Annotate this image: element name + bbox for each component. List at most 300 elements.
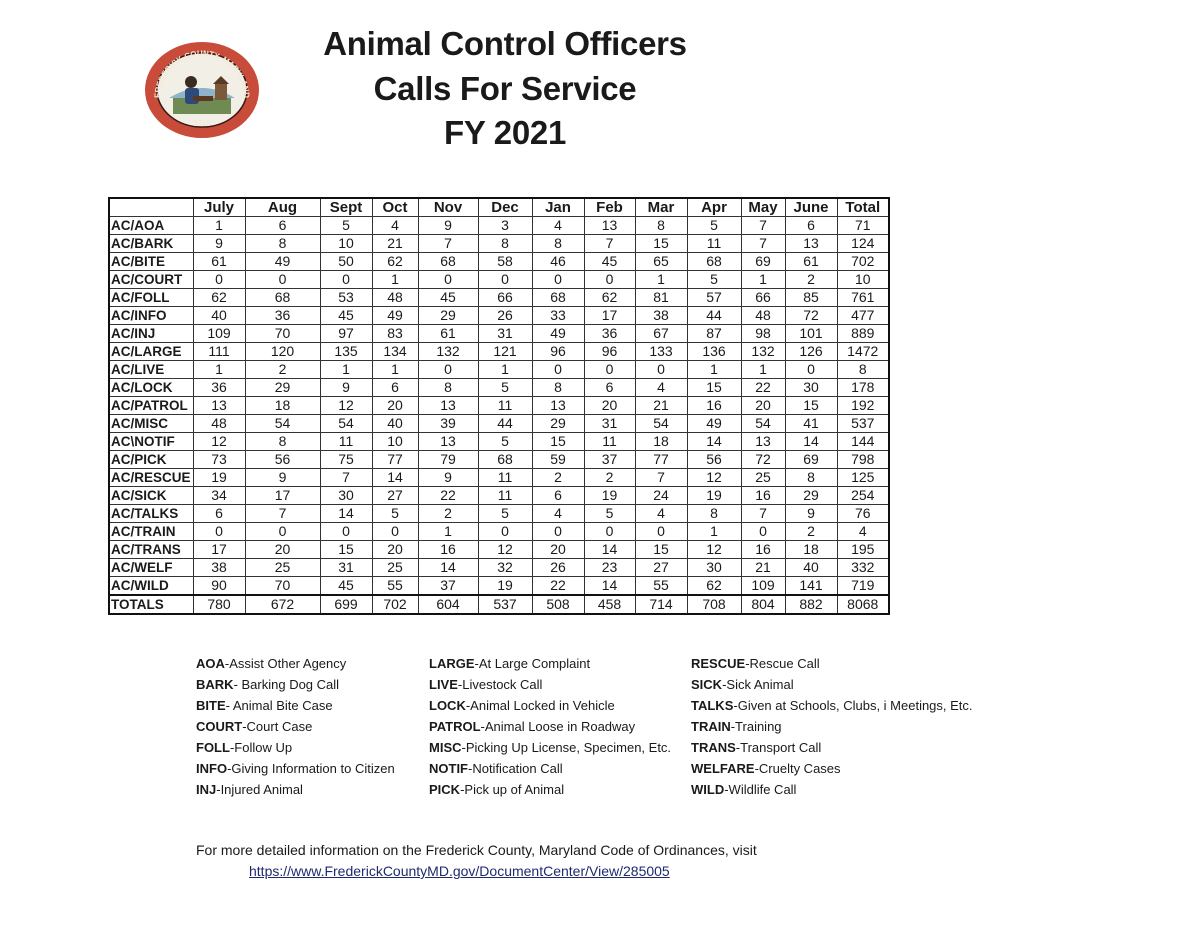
table-cell: 2: [418, 505, 478, 523]
column-header: Apr: [687, 198, 741, 217]
table-cell: 27: [372, 487, 418, 505]
table-cell: 0: [584, 361, 635, 379]
table-cell: 9: [785, 505, 837, 523]
table-cell: 71: [837, 217, 889, 235]
legend-code: MISC: [429, 740, 462, 755]
table-row: [109, 577, 889, 596]
legend-code: LOCK: [429, 698, 466, 713]
table-cell: 10: [837, 271, 889, 289]
table-cell: 21: [635, 397, 687, 415]
table-row: [109, 289, 889, 307]
table-cell: 5: [687, 271, 741, 289]
table-cell: 0: [418, 271, 478, 289]
table-cell: 33: [532, 307, 584, 325]
legend-code: TALKS: [691, 698, 734, 713]
table-cell: 121: [478, 343, 532, 361]
legend-code: BARK: [196, 677, 234, 692]
legend-description: -Rescue Call: [745, 656, 820, 671]
legend-description: -Livestock Call: [457, 677, 543, 692]
table-cell: 44: [478, 415, 532, 433]
table-cell: 708: [687, 595, 741, 614]
table-cell: 477: [837, 307, 889, 325]
table-cell: 8: [245, 433, 320, 451]
legend-code: TRANS: [691, 740, 736, 755]
legend-code: FOLL: [196, 740, 230, 755]
legend-description: -Assist Other Agency: [224, 656, 347, 671]
table-cell: 7: [320, 469, 372, 487]
table-cell: 0: [532, 523, 584, 541]
table-cell: 0: [372, 523, 418, 541]
table-cell: 9: [245, 469, 320, 487]
table-row: [109, 253, 889, 271]
table-cell: 62: [687, 577, 741, 596]
table-cell: 40: [193, 307, 245, 325]
table-cell: 14: [418, 559, 478, 577]
table-cell: 6: [584, 379, 635, 397]
table-cell: 13: [584, 217, 635, 235]
table-cell: 8: [418, 379, 478, 397]
table-row: [109, 559, 889, 577]
table-cell: 537: [478, 595, 532, 614]
table-cell: 19: [584, 487, 635, 505]
table-cell: 44: [687, 307, 741, 325]
table-cell: 29: [785, 487, 837, 505]
table-cell: 889: [837, 325, 889, 343]
table-row: [109, 469, 889, 487]
table-cell: 62: [193, 289, 245, 307]
calls-table: [108, 197, 890, 615]
table-row: [109, 433, 889, 451]
table-cell: 0: [584, 271, 635, 289]
table-row: [109, 343, 889, 361]
table-cell: 12: [478, 541, 532, 559]
table-cell: 0: [320, 271, 372, 289]
table-cell: 96: [584, 343, 635, 361]
table-cell: 1: [418, 523, 478, 541]
table-cell: 15: [635, 235, 687, 253]
table-cell: 61: [418, 325, 478, 343]
table-cell: 0: [418, 361, 478, 379]
row-label: TOTALS: [109, 595, 193, 614]
table-cell: 7: [741, 235, 785, 253]
table-cell: 9: [418, 217, 478, 235]
table-cell: 7: [245, 505, 320, 523]
legend-description: -Follow Up: [229, 740, 293, 755]
table-cell: 18: [245, 397, 320, 415]
table-cell: 11: [478, 469, 532, 487]
legend-description: -Given at Schools, Clubs, i Meetings, Etc.: [733, 698, 973, 713]
table-cell: 7: [741, 217, 785, 235]
page-title-line-1: Animal Control Officers: [323, 25, 687, 62]
table-cell: 30: [785, 379, 837, 397]
table-cell: 49: [245, 253, 320, 271]
table-cell: 68: [532, 289, 584, 307]
table-cell: 32: [478, 559, 532, 577]
table-cell: 19: [193, 469, 245, 487]
table-cell: 25: [372, 559, 418, 577]
legend-item: [691, 716, 973, 737]
table-cell: 25: [245, 559, 320, 577]
row-label: AC/SICK: [109, 487, 193, 505]
table-cell: 4: [532, 505, 584, 523]
legend-column-1: [196, 653, 395, 800]
table-cell: 1472: [837, 343, 889, 361]
table-cell: 20: [372, 397, 418, 415]
table-cell: 6: [372, 379, 418, 397]
table-cell: 22: [418, 487, 478, 505]
table-cell: 0: [478, 523, 532, 541]
table-cell: 14: [372, 469, 418, 487]
table-cell: 24: [635, 487, 687, 505]
table-cell: 72: [741, 451, 785, 469]
table-cell: 25: [741, 469, 785, 487]
table-row: [109, 271, 889, 289]
table-cell: 8: [532, 379, 584, 397]
table-cell: 0: [193, 523, 245, 541]
column-header: May: [741, 198, 785, 217]
table-row: [109, 487, 889, 505]
legend-code: COURT: [196, 719, 243, 734]
legend-code: BITE: [196, 698, 226, 713]
table-cell: 0: [584, 523, 635, 541]
table-cell: 31: [478, 325, 532, 343]
row-label: AC/LIVE: [109, 361, 193, 379]
table-cell: 72: [785, 307, 837, 325]
table-cell: 0: [478, 271, 532, 289]
legend-code: PATROL: [429, 719, 481, 734]
table-cell: 36: [584, 325, 635, 343]
table-cell: 38: [635, 307, 687, 325]
table-cell: 70: [245, 325, 320, 343]
row-label: AC/INJ: [109, 325, 193, 343]
table-cell: 14: [687, 433, 741, 451]
table-row: [109, 361, 889, 379]
legend-description: -Transport Call: [735, 740, 822, 755]
legend-item: [196, 758, 395, 779]
table-cell: 36: [245, 307, 320, 325]
table-cell: 22: [741, 379, 785, 397]
table-cell: 1: [741, 271, 785, 289]
legend-item: [429, 674, 671, 695]
table-cell: 8068: [837, 595, 889, 614]
table-cell: 133: [635, 343, 687, 361]
table-cell: 20: [245, 541, 320, 559]
table-cell: 14: [584, 541, 635, 559]
table-cell: 20: [532, 541, 584, 559]
table-cell: 16: [741, 487, 785, 505]
table-cell: 57: [687, 289, 741, 307]
table-cell: 8: [478, 235, 532, 253]
table-row: [109, 451, 889, 469]
table-row: [109, 595, 889, 614]
ordinance-link[interactable]: https://www.FrederickCountyMD.gov/DocumentCenter/View/285005: [249, 863, 670, 879]
table-cell: 61: [193, 253, 245, 271]
table-cell: 0: [785, 361, 837, 379]
table-cell: 53: [320, 289, 372, 307]
row-label: AC/TRANS: [109, 541, 193, 559]
table-cell: 11: [584, 433, 635, 451]
column-header: Aug: [245, 198, 320, 217]
table-cell: 34: [193, 487, 245, 505]
table-cell: 20: [372, 541, 418, 559]
table-cell: 192: [837, 397, 889, 415]
row-label: AC/TRAIN: [109, 523, 193, 541]
table-cell: 96: [532, 343, 584, 361]
table-cell: 0: [193, 271, 245, 289]
table-row: [109, 235, 889, 253]
table-cell: 20: [741, 397, 785, 415]
legend-item: [691, 653, 973, 674]
table-cell: 2: [584, 469, 635, 487]
table-cell: 29: [532, 415, 584, 433]
table-cell: 55: [372, 577, 418, 596]
table-cell: 7: [584, 235, 635, 253]
row-label: AC/FOLL: [109, 289, 193, 307]
row-label: AC/PATROL: [109, 397, 193, 415]
table-cell: 132: [741, 343, 785, 361]
table-cell: 20: [584, 397, 635, 415]
table-cell: 26: [478, 307, 532, 325]
legend-item: [429, 695, 671, 716]
table-cell: 101: [785, 325, 837, 343]
table-cell: 8: [245, 235, 320, 253]
table-cell: 13: [193, 397, 245, 415]
column-header: June: [785, 198, 837, 217]
legend-item: [429, 737, 671, 758]
table-cell: 111: [193, 343, 245, 361]
table-cell: 54: [320, 415, 372, 433]
table-cell: 83: [372, 325, 418, 343]
table-cell: 882: [785, 595, 837, 614]
table-cell: 16: [418, 541, 478, 559]
row-label: AC\NOTIF: [109, 433, 193, 451]
legend-item: [429, 779, 671, 800]
row-label: AC/TALKS: [109, 505, 193, 523]
table-cell: 1: [478, 361, 532, 379]
table-cell: 45: [320, 307, 372, 325]
table-cell: 18: [785, 541, 837, 559]
table-cell: 23: [584, 559, 635, 577]
column-header: Nov: [418, 198, 478, 217]
table-cell: 4: [532, 217, 584, 235]
table-cell: 48: [741, 307, 785, 325]
table-cell: 56: [687, 451, 741, 469]
table-row: [109, 217, 889, 235]
table-cell: 30: [687, 559, 741, 577]
column-header: Jan: [532, 198, 584, 217]
legend-code: RESCUE: [691, 656, 746, 671]
table-cell: 21: [741, 559, 785, 577]
table-cell: 458: [584, 595, 635, 614]
table-cell: 4: [837, 523, 889, 541]
table-cell: 69: [785, 451, 837, 469]
table-cell: 29: [418, 307, 478, 325]
legend-code: LARGE: [429, 656, 475, 671]
row-label: AC/RESCUE: [109, 469, 193, 487]
table-cell: 714: [635, 595, 687, 614]
table-cell: 75: [320, 451, 372, 469]
table-cell: 798: [837, 451, 889, 469]
legend-description: -Notification Call: [468, 761, 563, 776]
legend-item: [691, 695, 973, 716]
table-cell: 132: [418, 343, 478, 361]
legend-code: TRAIN: [691, 719, 731, 734]
table-cell: 17: [584, 307, 635, 325]
table-cell: 62: [584, 289, 635, 307]
table-cell: 0: [635, 523, 687, 541]
table-cell: 13: [418, 397, 478, 415]
table-cell: 6: [193, 505, 245, 523]
legend-code: LIVE: [429, 677, 458, 692]
legend-code: NOTIF: [429, 761, 468, 776]
table-cell: 1: [635, 271, 687, 289]
legend-code: INJ: [196, 782, 217, 797]
county-seal-icon: [143, 40, 261, 140]
column-header: Total: [837, 198, 889, 217]
table-cell: 56: [245, 451, 320, 469]
table-row: [109, 523, 889, 541]
table-cell: 50: [320, 253, 372, 271]
table-cell: 16: [687, 397, 741, 415]
table-cell: 10: [372, 433, 418, 451]
table-cell: 702: [837, 253, 889, 271]
table-cell: 761: [837, 289, 889, 307]
table-cell: 136: [687, 343, 741, 361]
table-cell: 6: [245, 217, 320, 235]
table-cell: 11: [320, 433, 372, 451]
table-cell: 1: [193, 361, 245, 379]
legend-description: -Training: [730, 719, 782, 734]
table-cell: 254: [837, 487, 889, 505]
table-cell: 85: [785, 289, 837, 307]
legend-item: [691, 758, 973, 779]
table-cell: 31: [320, 559, 372, 577]
legend-column-3: [691, 653, 973, 800]
table-cell: 77: [372, 451, 418, 469]
table-cell: 54: [635, 415, 687, 433]
legend-description: -Injured Animal: [216, 782, 303, 797]
table-cell: 2: [785, 523, 837, 541]
footer-text: For more detailed information on the Frederick County, Maryland Code of Ordinances, visit: [196, 842, 757, 858]
table-cell: 8: [687, 505, 741, 523]
table-cell: 195: [837, 541, 889, 559]
table-cell: 8: [785, 469, 837, 487]
table-cell: 37: [584, 451, 635, 469]
table-cell: 54: [741, 415, 785, 433]
legend-description: -Animal Locked in Vehicle: [465, 698, 615, 713]
legend-code: WELFARE: [691, 761, 755, 776]
table-cell: 0: [245, 523, 320, 541]
table-cell: 109: [741, 577, 785, 596]
table-cell: 1: [372, 361, 418, 379]
table-cell: 537: [837, 415, 889, 433]
page-title-line-3: FY 2021: [443, 114, 567, 151]
legend-description: -Court Case: [242, 719, 313, 734]
legend-description: -At Large Complaint: [474, 656, 591, 671]
table-cell: 49: [687, 415, 741, 433]
table-cell: 8: [635, 217, 687, 235]
table-cell: 124: [837, 235, 889, 253]
table-cell: 66: [478, 289, 532, 307]
table-row: [109, 325, 889, 343]
table-cell: 141: [785, 577, 837, 596]
table-cell: 5: [584, 505, 635, 523]
row-label: AC/LARGE: [109, 343, 193, 361]
seal-text: FREDERICK COUNTY, MARYLAND: [152, 48, 252, 99]
legend-item: [691, 779, 973, 800]
legend-code: PICK: [429, 782, 461, 797]
table-cell: 9: [320, 379, 372, 397]
row-label: AC/PICK: [109, 451, 193, 469]
table-cell: 6: [785, 217, 837, 235]
legend-item: [196, 779, 395, 800]
table-cell: 87: [687, 325, 741, 343]
table-cell: 2: [785, 271, 837, 289]
column-header: Oct: [372, 198, 418, 217]
table-cell: 67: [635, 325, 687, 343]
table-cell: 49: [372, 307, 418, 325]
table-cell: 11: [478, 487, 532, 505]
table-cell: 135: [320, 343, 372, 361]
table-cell: 10: [320, 235, 372, 253]
table-cell: 12: [193, 433, 245, 451]
table-cell: 69: [741, 253, 785, 271]
table-cell: 1: [193, 217, 245, 235]
table-cell: 15: [532, 433, 584, 451]
table-cell: 804: [741, 595, 785, 614]
row-label: AC/MISC: [109, 415, 193, 433]
legend-item: [196, 737, 395, 758]
table-cell: 29: [245, 379, 320, 397]
table-cell: 109: [193, 325, 245, 343]
table-cell: 332: [837, 559, 889, 577]
table-cell: 702: [372, 595, 418, 614]
legend-description: -Giving Information to Citizen: [227, 761, 395, 776]
legend-description: -Animal Loose in Roadway: [480, 719, 636, 734]
table-cell: 30: [320, 487, 372, 505]
legend-code: AOA: [196, 656, 225, 671]
table-cell: 15: [687, 379, 741, 397]
legend-item: [429, 758, 671, 779]
legend-description: -Cruelty Cases: [754, 761, 841, 776]
legend-code: WILD: [691, 782, 725, 797]
legend-item: [429, 716, 671, 737]
table-cell: 126: [785, 343, 837, 361]
table-cell: 6: [532, 487, 584, 505]
table-cell: 14: [785, 433, 837, 451]
table-cell: 36: [193, 379, 245, 397]
table-cell: 604: [418, 595, 478, 614]
table-cell: 178: [837, 379, 889, 397]
legend-item: [691, 674, 973, 695]
table-cell: 40: [785, 559, 837, 577]
table-cell: 90: [193, 577, 245, 596]
column-header: Mar: [635, 198, 687, 217]
legend-item: [429, 653, 671, 674]
table-cell: 76: [837, 505, 889, 523]
table-cell: 17: [245, 487, 320, 505]
table-cell: 0: [532, 271, 584, 289]
table-cell: 12: [687, 469, 741, 487]
table-cell: 7: [635, 469, 687, 487]
table-cell: 68: [478, 451, 532, 469]
table-cell: 45: [320, 577, 372, 596]
table-cell: 0: [245, 271, 320, 289]
table-cell: 1: [372, 271, 418, 289]
table-cell: 68: [245, 289, 320, 307]
table-cell: 73: [193, 451, 245, 469]
table-cell: 5: [372, 505, 418, 523]
